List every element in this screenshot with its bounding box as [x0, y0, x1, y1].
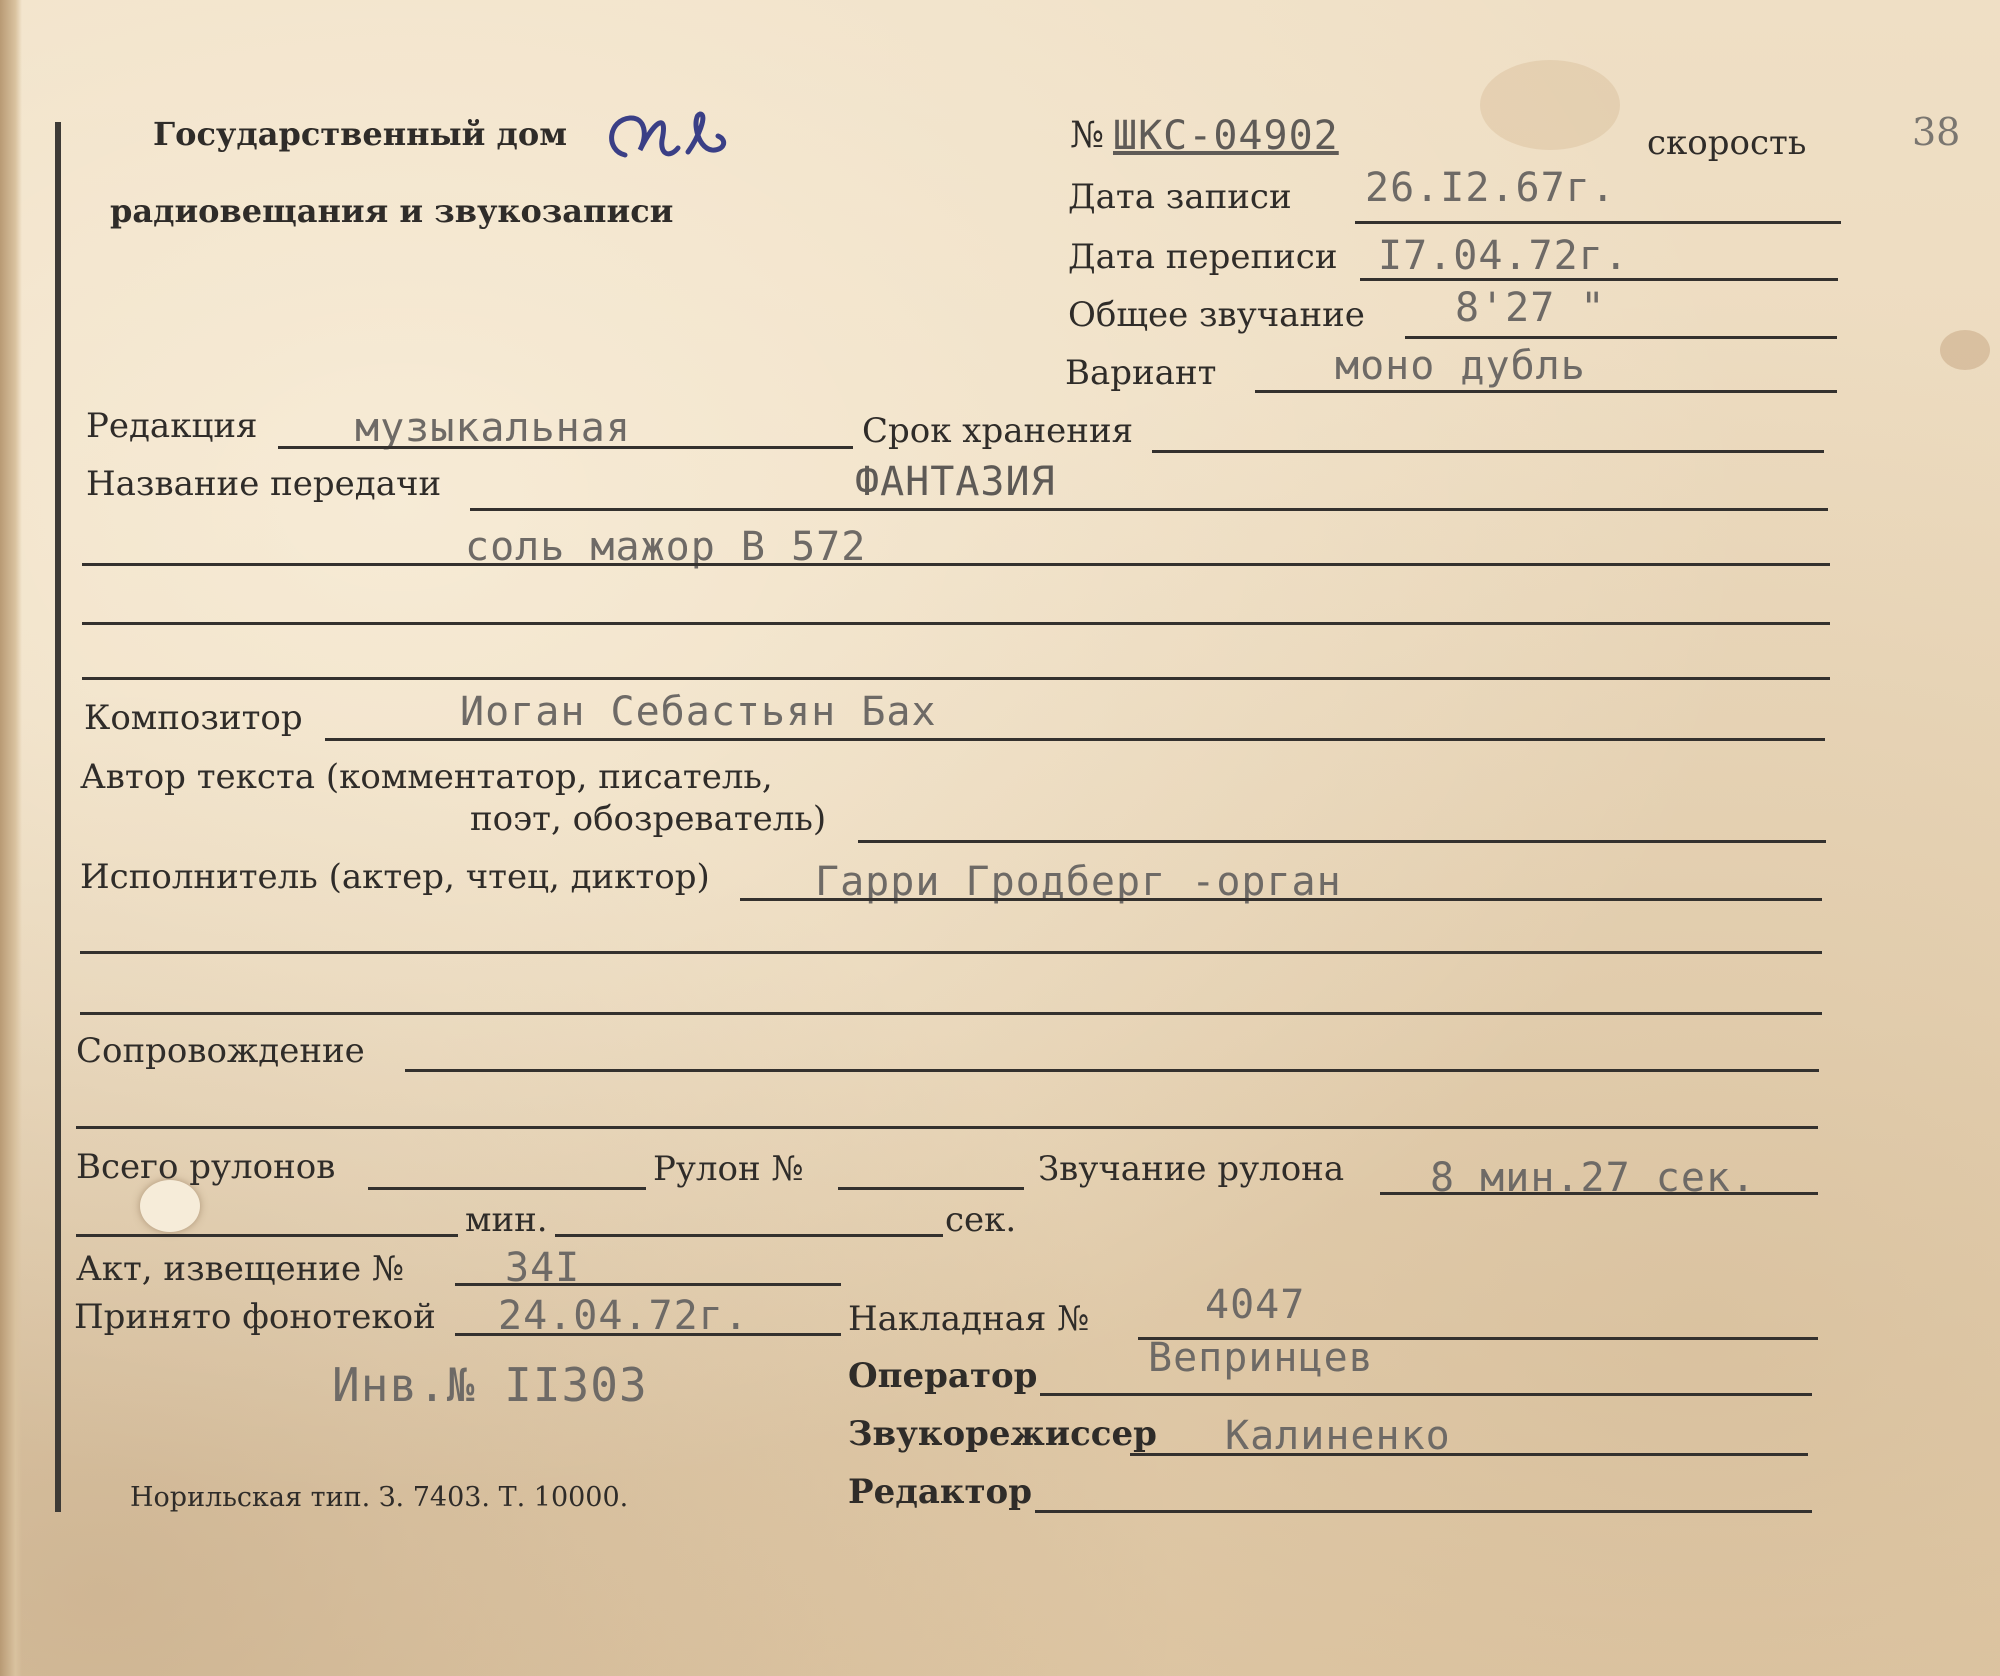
total-sound-line	[1405, 336, 1837, 339]
editor-line	[1035, 1510, 1812, 1513]
roll-sound-label: Звучание рулона	[1038, 1149, 1345, 1189]
total-sound-label: Общее звучание	[1068, 295, 1365, 335]
composer-label: Композитор	[84, 698, 303, 738]
number-value: ШКС-04902	[1113, 113, 1339, 159]
rolls-total-line	[368, 1187, 646, 1190]
binding-margin-line	[55, 122, 61, 1512]
record-date-line	[1355, 221, 1841, 224]
redaction-value: музыкальная	[355, 405, 631, 451]
performer-line-2	[80, 951, 1822, 954]
min-label: мин.	[465, 1200, 548, 1240]
page-number: 38	[1912, 110, 1961, 154]
author-line	[858, 840, 1826, 843]
variant-value: моно дубль	[1335, 343, 1586, 389]
rewrite-date-value: I7.04.72г.	[1378, 233, 1629, 279]
card-left-edge	[0, 0, 22, 1676]
printer-imprint: Норильская тип. З. 7403. Т. 10000.	[130, 1482, 629, 1513]
performer-value: Гарри Гродберг -орган	[815, 859, 1342, 905]
accepted-line	[455, 1333, 841, 1336]
sound-director-label: Звукорежиссер	[848, 1414, 1157, 1454]
program-line-2	[82, 563, 1830, 566]
operator-value: Вепринцев	[1148, 1335, 1374, 1381]
invoice-label: Накладная №	[848, 1299, 1090, 1339]
sec-line	[555, 1234, 943, 1237]
performer-label: Исполнитель (актер, чтец, диктор)	[80, 857, 710, 897]
roll-sound-value: 8 мин.27 сек.	[1430, 1155, 1757, 1201]
invoice-value: 4047	[1205, 1282, 1306, 1328]
act-value: 34I	[505, 1245, 581, 1291]
paper-stain	[140, 1180, 200, 1232]
variant-line	[1255, 390, 1837, 393]
rewrite-date-line	[1360, 278, 1838, 281]
roll-sound-line	[1380, 1192, 1818, 1195]
rolls-total-label: Всего рулонов	[76, 1147, 336, 1187]
paper-stain	[1940, 330, 1990, 370]
program-value: ФАНТАЗИЯ	[855, 459, 1056, 505]
paper-stain	[1480, 60, 1620, 150]
performer-line-3	[80, 1012, 1822, 1015]
number-label: №	[1070, 115, 1105, 156]
min-line	[76, 1234, 458, 1237]
roll-number-label: Рулон №	[653, 1149, 804, 1189]
accepted-label: Принято фонотекой	[74, 1297, 436, 1337]
editor-label: Редактор	[848, 1472, 1032, 1512]
rewrite-date-label: Дата переписи	[1068, 237, 1338, 277]
program-label: Название передачи	[86, 464, 442, 504]
record-date-label: Дата записи	[1068, 177, 1292, 217]
sound-director-line	[1130, 1453, 1808, 1456]
sound-director-value: Калиненко	[1225, 1413, 1451, 1459]
composer-value: Иоган Себастьян Бах	[460, 689, 937, 735]
author-label-1: Автор текста (комментатор, писатель,	[80, 757, 773, 797]
accepted-value: 24.04.72г.	[498, 1293, 749, 1339]
storage-label: Срок хранения	[862, 411, 1134, 451]
performer-line-1	[740, 898, 1822, 901]
accompaniment-label: Сопровождение	[76, 1031, 365, 1071]
org-name-line1: Государственный дом	[153, 115, 568, 153]
sec-label: сек.	[945, 1200, 1017, 1240]
variant-label: Вариант	[1065, 353, 1217, 393]
redaction-label: Редакция	[86, 406, 258, 446]
act-label: Акт, извещение №	[76, 1249, 405, 1289]
author-label-2: поэт, обозреватель)	[470, 799, 827, 839]
program-value-2: соль мажор В 572	[465, 524, 867, 570]
redaction-line	[278, 446, 853, 449]
speed-label: скорость	[1647, 123, 1807, 163]
roll-number-line	[838, 1187, 1024, 1190]
program-line-4	[82, 677, 1830, 680]
program-line-3	[82, 622, 1830, 625]
operator-line	[1040, 1393, 1812, 1396]
act-line	[455, 1283, 841, 1286]
accompaniment-line-1	[405, 1069, 1819, 1072]
org-name-line2: радиовещания и звукозаписи	[110, 192, 674, 230]
program-line-1	[470, 508, 1828, 511]
total-sound-value: 8'27 "	[1455, 285, 1606, 331]
inventory-number: Инв.№ II303	[332, 1358, 648, 1412]
storage-line	[1152, 450, 1824, 453]
operator-label: Оператор	[848, 1356, 1038, 1396]
accompaniment-line-2	[76, 1126, 1818, 1129]
handwritten-signature-mark	[600, 100, 740, 170]
record-date-value: 26.I2.67г.	[1365, 165, 1616, 211]
composer-line	[325, 738, 1825, 741]
